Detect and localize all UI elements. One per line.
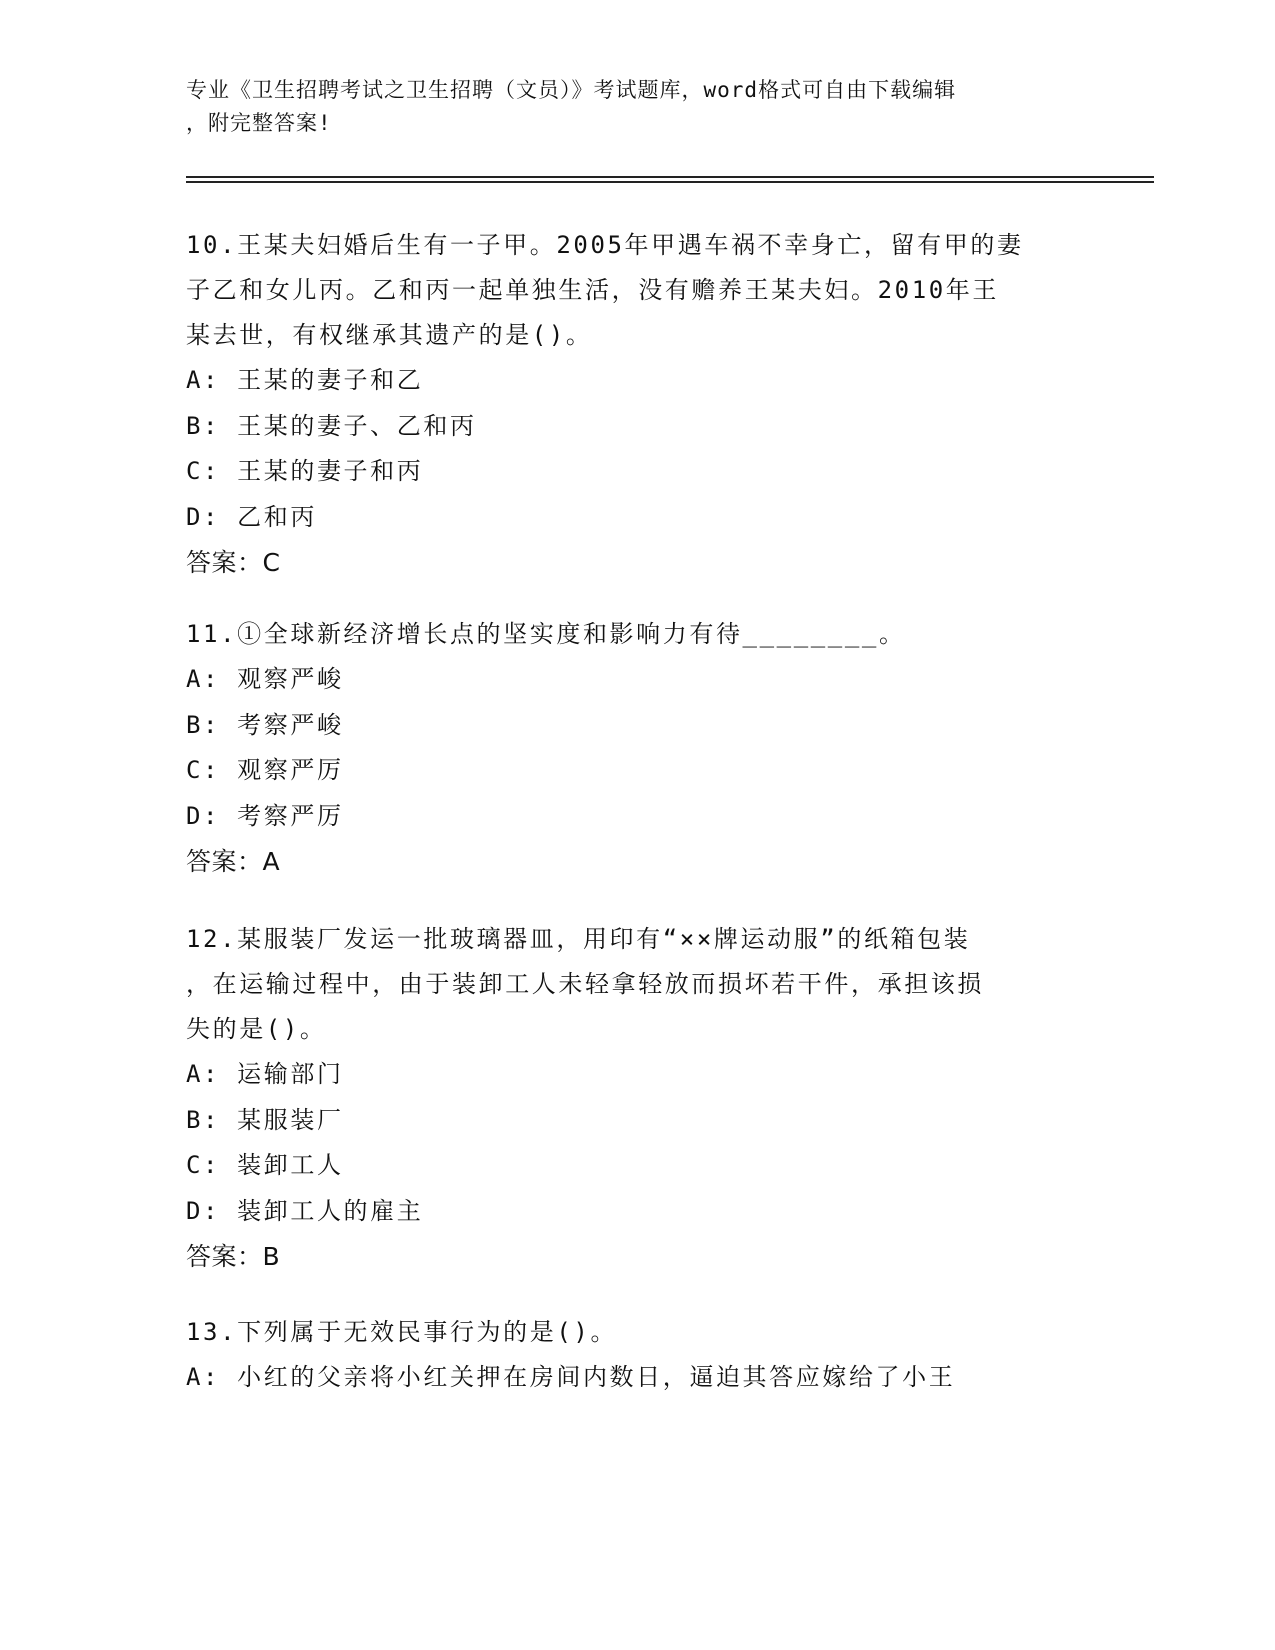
question-stem-line: 12.某服装厂发运一批玻璃器皿，用印有“××牌运动服”的纸箱包装 xyxy=(186,925,971,953)
question-stem-line: 13.下列属于无效民事行为的是()。 xyxy=(186,1318,618,1346)
option-b: B: 王某的妻子、乙和丙 xyxy=(186,411,477,440)
option-d: D: 乙和丙 xyxy=(186,502,317,531)
option-d: D: 装卸工人的雇主 xyxy=(186,1196,424,1225)
header-divider-bottom xyxy=(186,181,1154,183)
option-b: B: 考察严峻 xyxy=(186,710,344,739)
option-a: A: 运输部门 xyxy=(186,1060,344,1088)
question-10 xyxy=(186,223,1086,586)
option-a: A: 观察严峻 xyxy=(186,665,344,693)
question-13 xyxy=(186,1310,1086,1401)
option-d: D: 考察严厉 xyxy=(186,801,344,830)
option-a: A: 王某的妻子和乙 xyxy=(186,366,424,394)
header-line-1: 专业《卫生招聘考试之卫生招聘（文员）》考试题库，word格式可自由下载编辑 xyxy=(186,78,957,102)
document-header xyxy=(186,74,1086,140)
question-stem-line: 11.①全球新经济增长点的坚实度和影响力有待________。 xyxy=(186,620,906,648)
question-stem-line: 10.王某夫妇婚后生有一子甲。2005年甲遇车祸不幸身亡，留有甲的妻 xyxy=(186,231,1024,259)
option-c: C: 装卸工人 xyxy=(186,1151,344,1179)
answer-line: 答案：C xyxy=(186,548,281,577)
answer-line: 答案：A xyxy=(186,847,281,876)
option-c: C: 观察严厉 xyxy=(186,756,344,784)
header-divider-top xyxy=(186,176,1154,178)
question-stem-line: 子乙和女儿丙。乙和丙一起单独生活，没有赡养王某夫妇。2010年王 xyxy=(186,276,999,304)
question-12 xyxy=(186,917,1086,1280)
question-stem-line: 失的是()。 xyxy=(186,1015,327,1043)
question-stem-line: ，在运输过程中，由于装卸工人未轻拿轻放而损坏若干件，承担该损 xyxy=(186,970,984,998)
question-11 xyxy=(186,612,1086,885)
option-b: B: 某服装厂 xyxy=(186,1105,344,1134)
option-a: A: 小红的父亲将小红关押在房间内数日，逼迫其答应嫁给了小王 xyxy=(186,1363,956,1391)
header-line-2: ，附完整答案! xyxy=(186,111,332,135)
option-c: C: 王某的妻子和丙 xyxy=(186,457,424,485)
question-stem-line: 某去世，有权继承其遗产的是()。 xyxy=(186,321,593,349)
answer-line: 答案：B xyxy=(186,1242,281,1271)
